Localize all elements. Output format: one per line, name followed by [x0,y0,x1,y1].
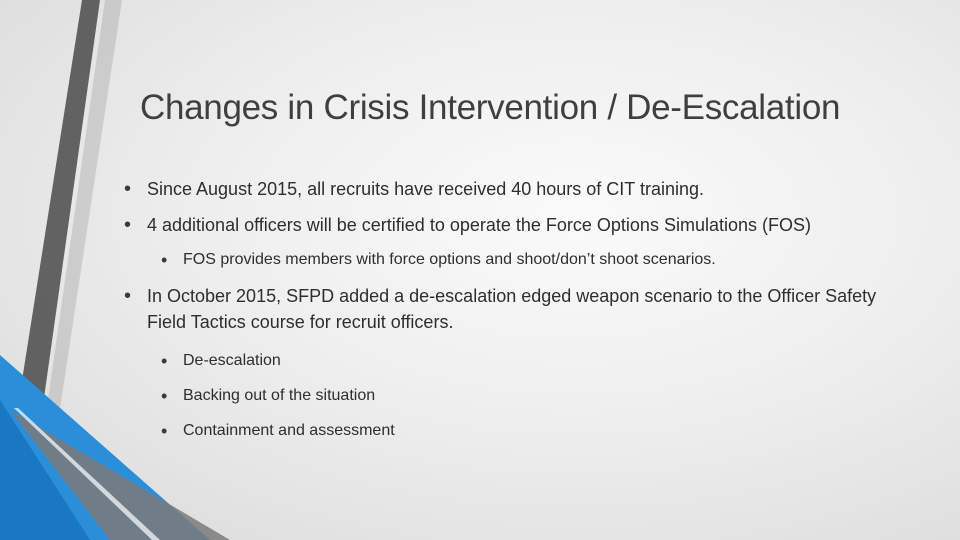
sub-bullet-item [124,419,914,443]
bullet-item [124,176,914,202]
bullet-list [124,176,914,454]
sub-bullet-text: Backing out of the situation [183,387,376,404]
bullet-item [124,283,914,335]
bullet-dot-icon: • [161,250,168,270]
bullet-dot-icon: • [161,351,168,371]
bullet-text: In October 2015, SFPD added a de-escalation edged weapon scenario to the Officer Safety Field Tactics course for recruit officers. [147,286,877,332]
sub-bullet-text: De-escalation [183,352,281,369]
slide-title: Changes in Crisis Intervention / De-Escalation [140,88,841,127]
bullet-dot-icon: • [124,178,132,200]
sub-bullet-text: Containment and assessment [183,422,395,439]
sub-bullet-item [124,248,914,272]
sub-bullet-item [124,384,914,408]
bullet-dot-icon: • [161,386,168,406]
bullet-text: 4 additional officers will be certified to operate the Force Options Simulations (FOS) [147,215,811,235]
bullet-item [124,212,914,238]
bullet-text: Since August 2015, all recruits have received 40 hours of CIT training. [147,179,704,199]
bullet-dot-icon: • [124,285,132,307]
bullet-dot-icon: • [124,214,132,236]
sub-bullet-text: FOS provides members with force options and shoot/don’t shoot scenarios. [183,251,716,268]
bullet-dot-icon: • [161,421,168,441]
sub-bullet-item [124,349,914,373]
